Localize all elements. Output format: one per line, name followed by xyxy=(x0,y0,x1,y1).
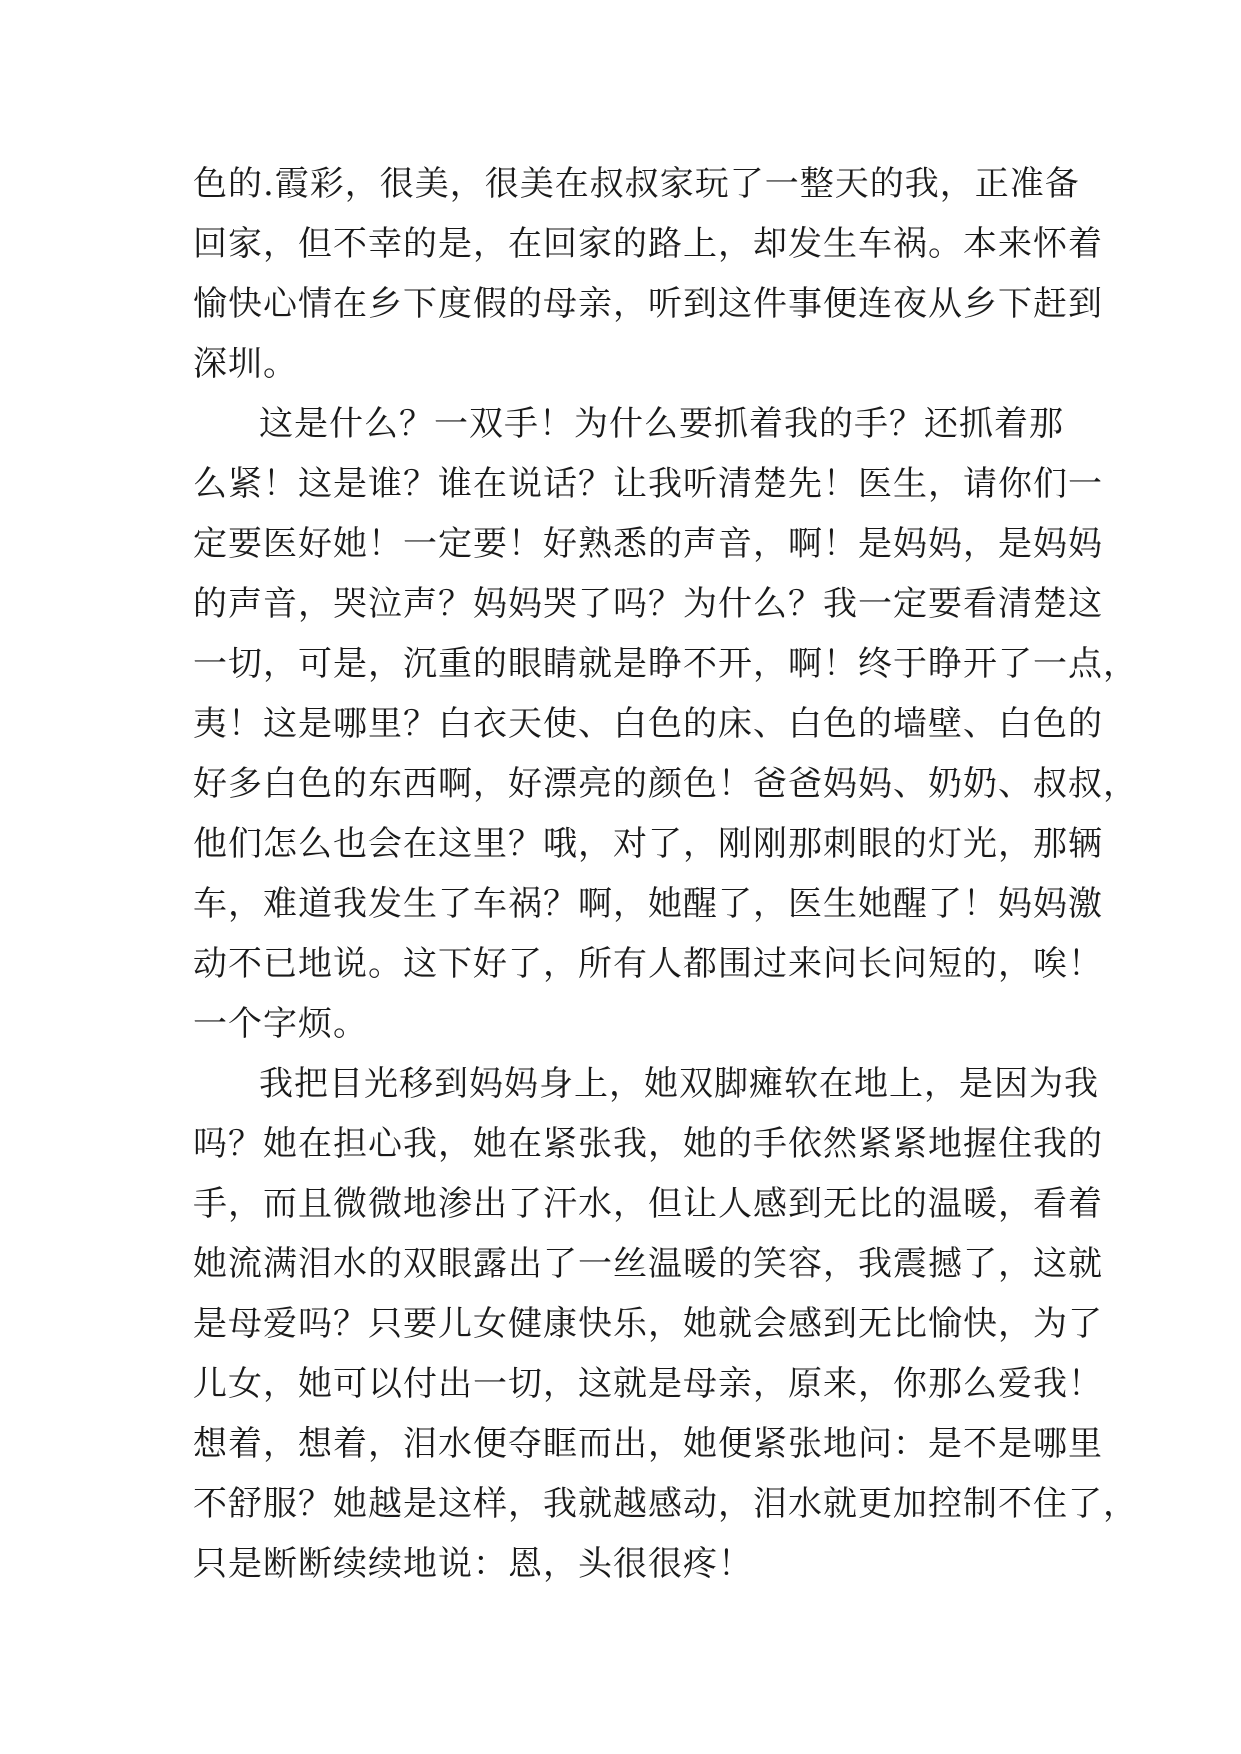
text-line: 动不已地说。这下好了，所有人都围过来问长问短的，唉！ xyxy=(193,944,1103,984)
text-line: 好多白色的东西啊，好漂亮的颜色！爸爸妈妈、奶奶、叔叔， xyxy=(193,764,1138,804)
text-line: 他们怎么也会在这里？哦，对了，刚刚那刺眼的灯光，那辆 xyxy=(193,824,1103,864)
text-line: 夷！这是哪里？白衣天使、白色的床、白色的墙壁、白色的 xyxy=(193,704,1103,744)
text-line: 吗？她在担心我，她在紧张我，她的手依然紧紧地握住我的 xyxy=(193,1124,1103,1164)
document-body xyxy=(193,154,1138,1594)
text-line: 一切，可是，沉重的眼睛就是睁不开，啊！终于睁开了一点， xyxy=(193,644,1138,684)
paragraph-3 xyxy=(193,1054,1138,1594)
text-line: 回家，但不幸的是，在回家的路上，却发生车祸。本来怀着 xyxy=(193,224,1103,264)
text-line: 儿女，她可以付出一切，这就是母亲，原来，你那么爱我！ xyxy=(193,1364,1103,1404)
text-line: 手，而且微微地渗出了汗水，但让人感到无比的温暖，看着 xyxy=(193,1184,1103,1224)
text-line: 的声音，哭泣声？妈妈哭了吗？为什么？我一定要看清楚这 xyxy=(193,584,1103,624)
text-line: 是母爱吗？只要儿女健康快乐，她就会感到无比愉快，为了 xyxy=(193,1304,1103,1344)
text-line: 她流满泪水的双眼露出了一丝温暖的笑容，我震撼了，这就 xyxy=(193,1244,1103,1284)
text-line: 只是断断续续地说：恩，头很很疼！ xyxy=(193,1544,753,1584)
text-line: 愉快心情在乡下度假的母亲，听到这件事便连夜从乡下赶到 xyxy=(193,284,1103,324)
text-line: 色的.霞彩，很美，很美在叔叔家玩了一整天的我，正准备 xyxy=(193,164,1080,204)
paragraph-1 xyxy=(193,154,1103,394)
text-line: 不舒服？她越是这样，我就越感动，泪水就更加控制不住了， xyxy=(193,1484,1138,1524)
text-line: 深圳。 xyxy=(193,344,298,384)
text-line: 车，难道我发生了车祸？啊，她醒了，医生她醒了！妈妈激 xyxy=(193,884,1103,924)
text-line: 我把目光移到妈妈身上，她双脚瘫软在地上，是因为我 xyxy=(259,1064,1099,1104)
paragraph-2 xyxy=(193,394,1138,1054)
text-line: 这是什么？一双手！为什么要抓着我的手？还抓着那 xyxy=(259,404,1064,444)
text-line: 一个字烦。 xyxy=(193,1004,368,1044)
text-line: 定要医好她！一定要！好熟悉的声音，啊！是妈妈，是妈妈 xyxy=(193,524,1103,564)
text-line: 么紧！这是谁？谁在说话？让我听清楚先！医生，请你们一 xyxy=(193,464,1103,504)
text-line: 想着，想着，泪水便夺眶而出，她便紧张地问：是不是哪里 xyxy=(193,1424,1103,1464)
